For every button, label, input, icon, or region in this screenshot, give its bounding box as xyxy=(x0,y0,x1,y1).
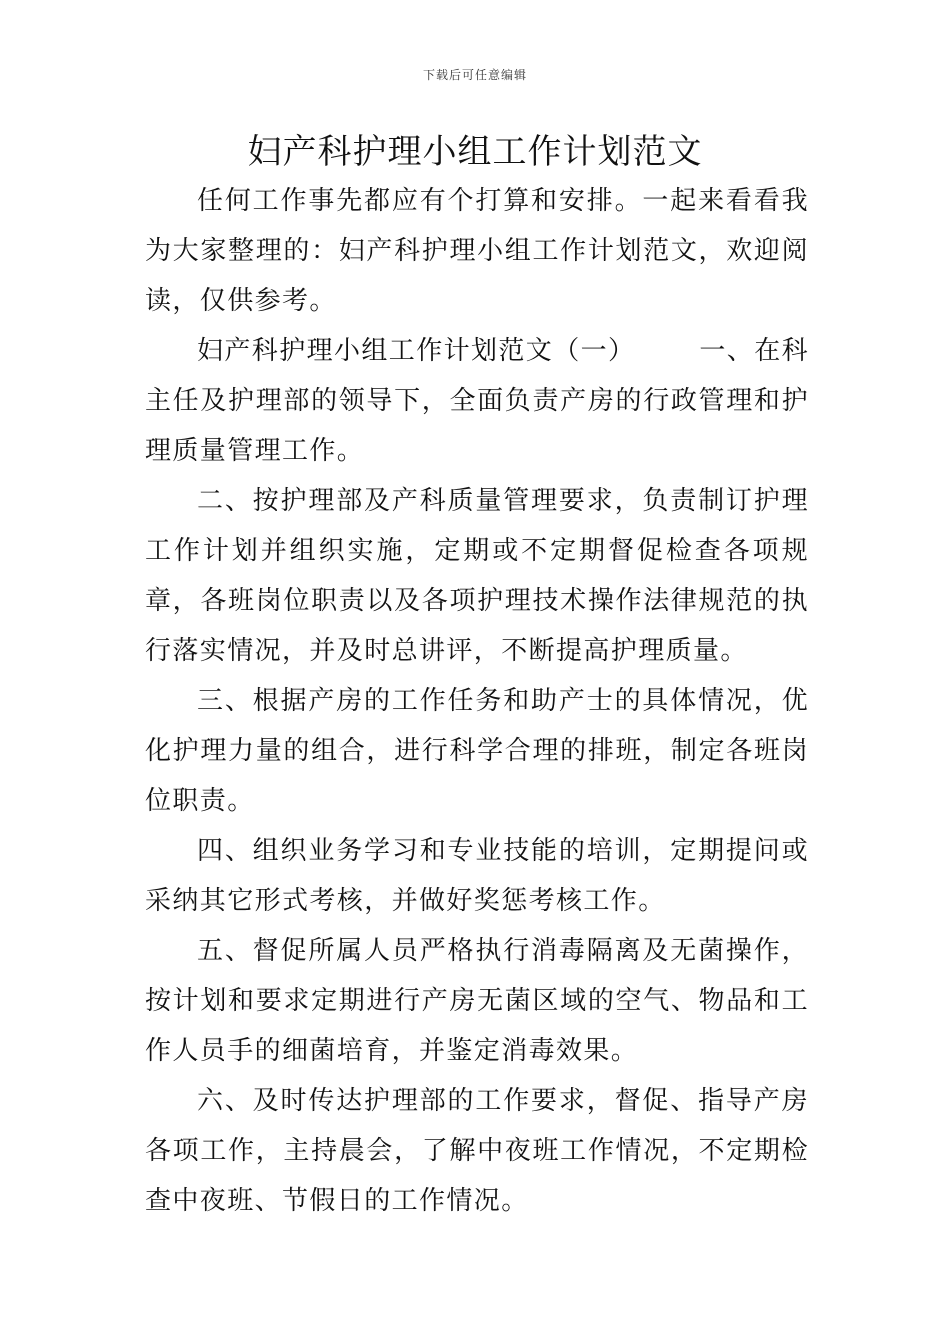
item-1: 一、在科主任及护理部的领导下，全面负责产房的行政管理和护理质量管理工作。 xyxy=(145,336,810,466)
header-note: 下载后可任意编辑 xyxy=(422,68,527,82)
item-5: 五、督促所属人员严格执行消毒隔离及无菌操作，按计划和要求定期进行产房无菌区域的空气、物品和工作人员手的细菌培育，并鉴定消毒效果。 xyxy=(145,936,809,1066)
document-body xyxy=(145,176,809,1226)
item-4: 四、组织业务学习和专业技能的培训，定期提问或采纳其它形式考核，并做好奖惩考核工作。 xyxy=(145,836,809,916)
document-title: 妇产科护理小组工作计划范文 xyxy=(247,132,703,172)
section-heading: 妇产科护理小组工作计划范文（一） xyxy=(197,336,636,366)
item-2: 二、按护理部及产科质量管理要求，负责制订护理工作计划并组织实施，定期或不定期督促检查各项规章，各班岗位职责以及各项护理技术操作法律规范的执行落实情况，并及时总讲评，不断提高护理质量。 xyxy=(145,486,809,666)
item-3: 三、根据产房的工作任务和助产士的具体情况，优化护理力量的组合，进行科学合理的排班，制定各班岗位职责。 xyxy=(145,686,809,816)
section-paragraph xyxy=(145,326,809,476)
intro-paragraph: 任何工作事先都应有个打算和安排。一起来看看我为大家整理的：妇产科护理小组工作计划范文，欢迎阅读，仅供参考。 xyxy=(145,186,809,316)
item-6: 六、及时传达护理部的工作要求，督促、指导产房各项工作，主持晨会，了解中夜班工作情况，不定期检查中夜班、节假日的工作情况。 xyxy=(145,1086,809,1216)
